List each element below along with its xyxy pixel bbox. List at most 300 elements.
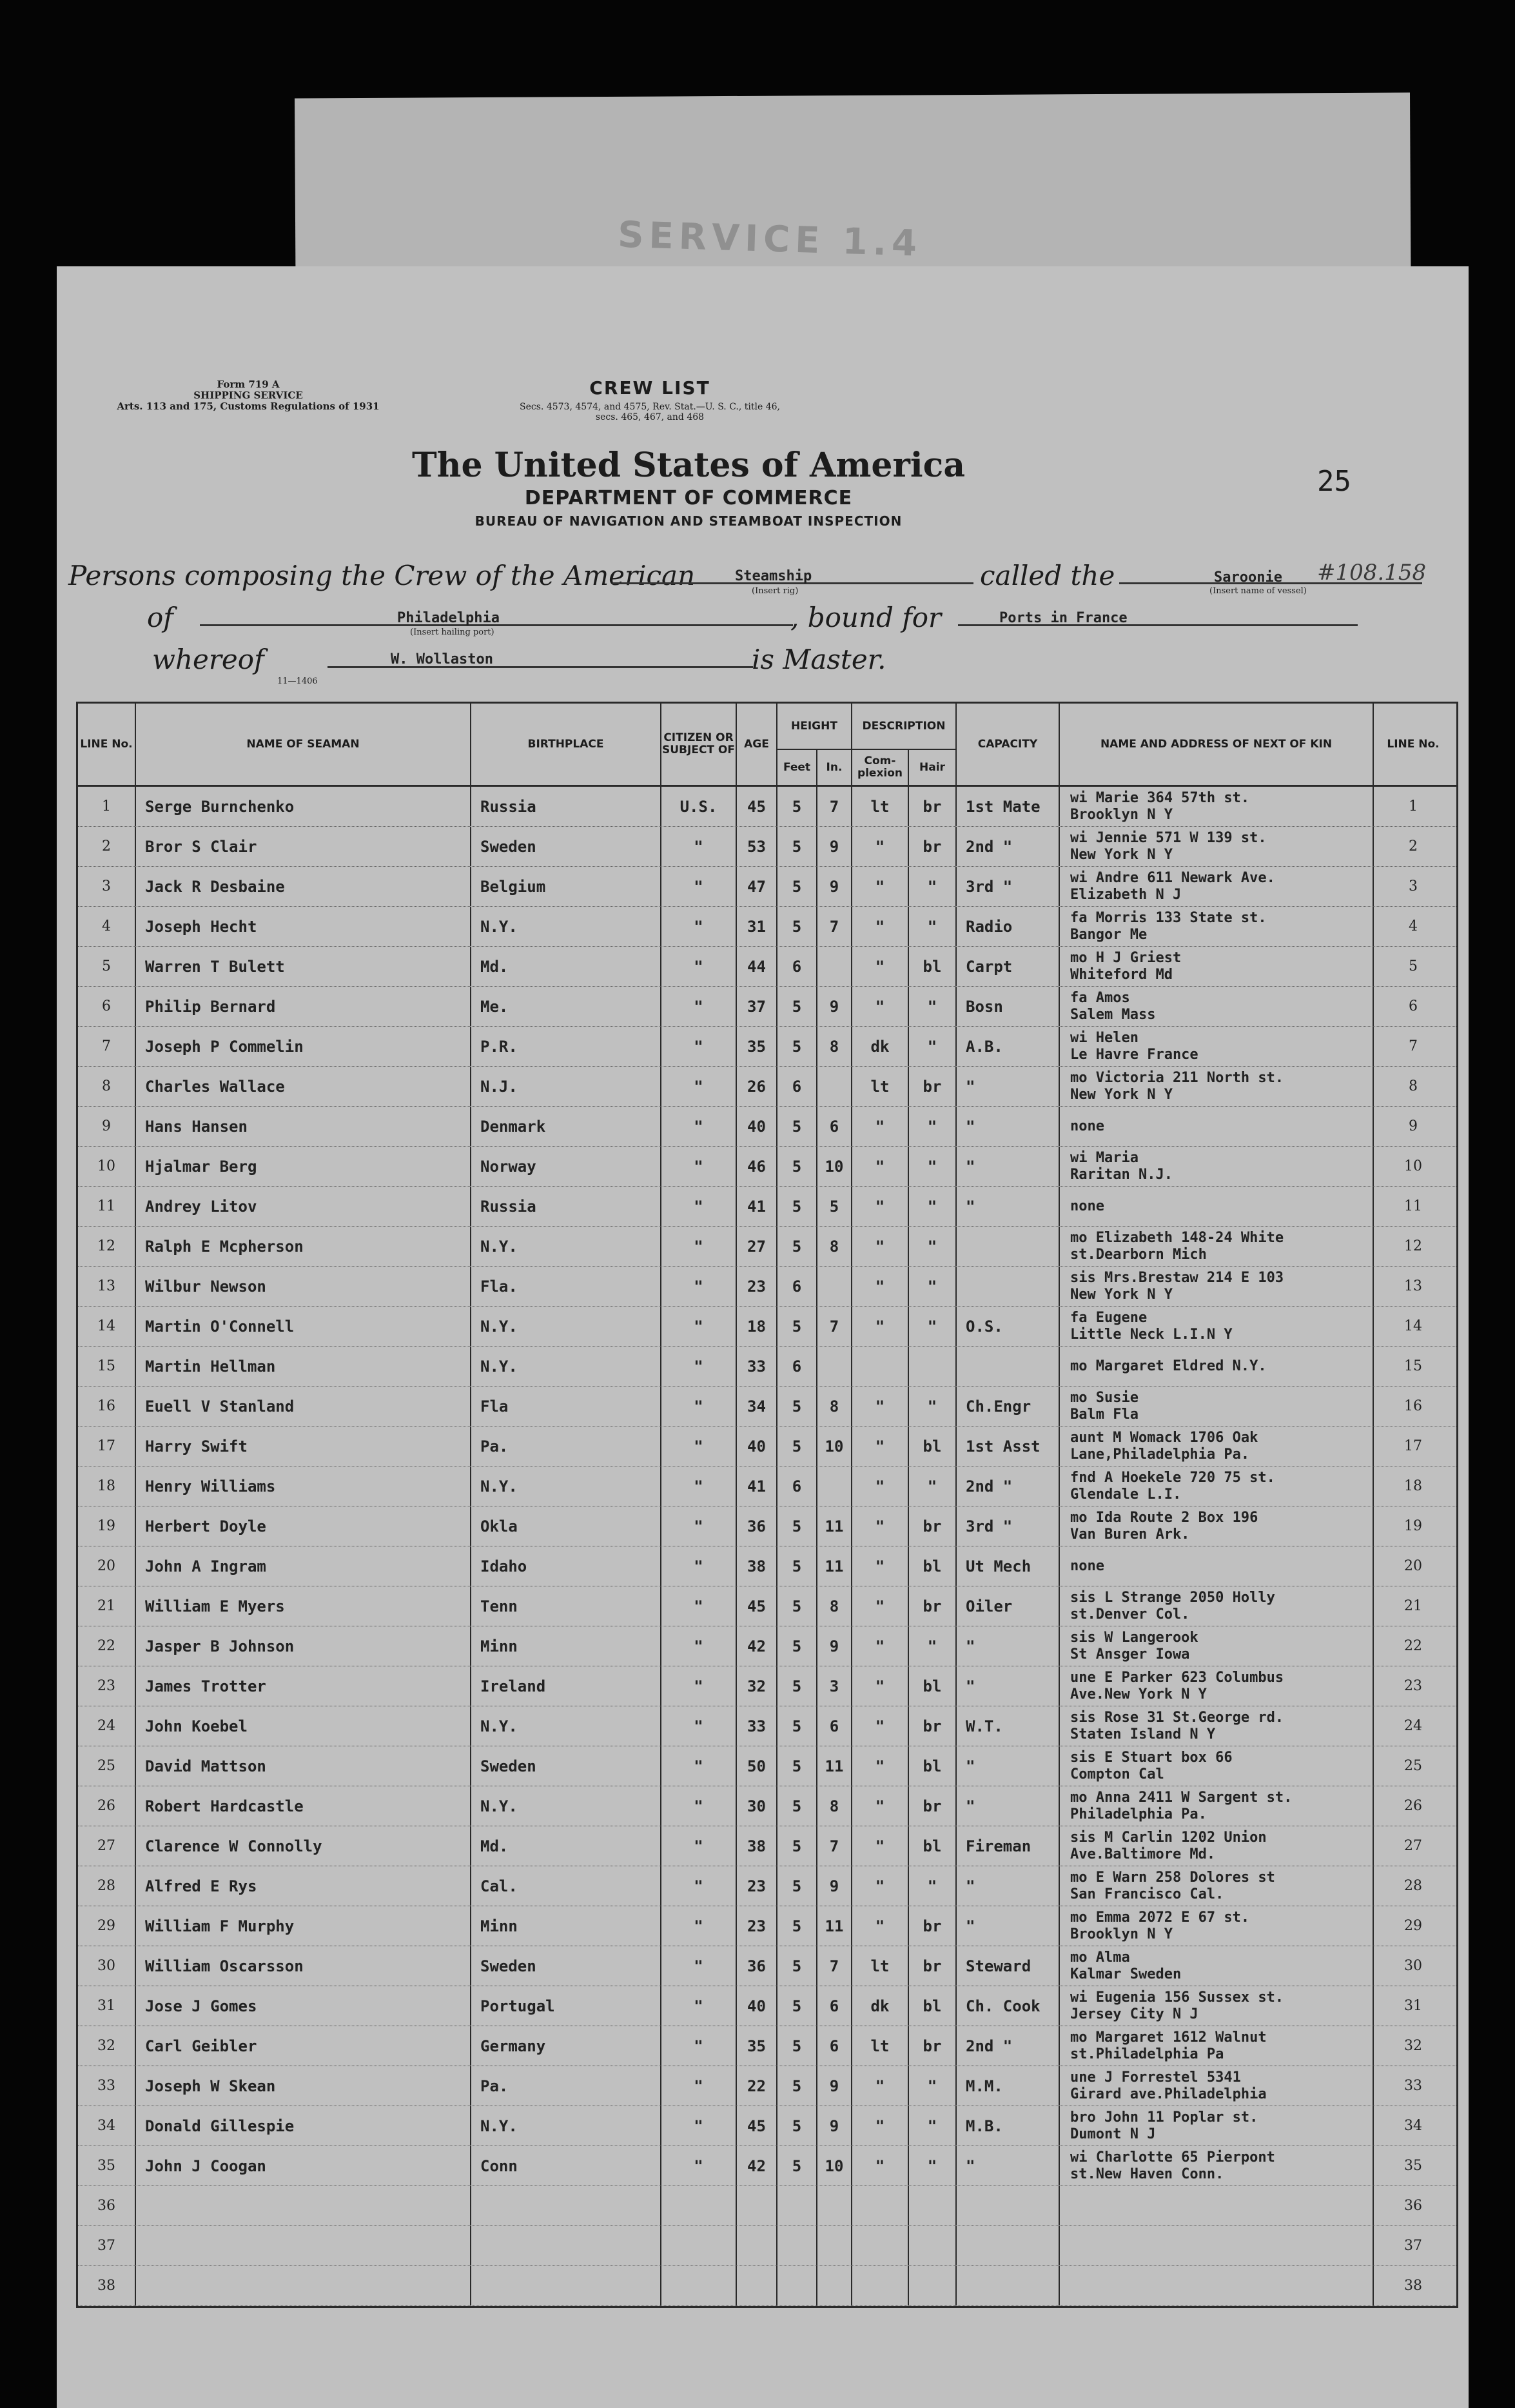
- line-number-right-cell: 18: [1373, 1466, 1452, 1506]
- crew-row: [78, 1227, 1456, 1267]
- height-feet-cell: 5: [776, 2026, 816, 2066]
- next-of-kin-line: mo Margaret Eldred N.Y.: [1070, 1357, 1267, 1374]
- height-inches-cell: [816, 947, 851, 986]
- complexion-cell: ": [851, 1906, 908, 1946]
- line-number-right-cell: 6: [1373, 987, 1452, 1026]
- capacity-cell: ": [955, 1147, 1059, 1186]
- hair-cell: bl: [908, 947, 955, 986]
- line-number-cell: 24: [97, 1718, 115, 1734]
- line-number-cell: 22: [97, 1638, 115, 1654]
- height-inches-cell: 8: [816, 1786, 851, 1826]
- birthplace-cell: P.R.: [470, 1027, 660, 1066]
- capacity-cell: [955, 1227, 1059, 1266]
- age-cell: 42: [736, 1626, 776, 1666]
- next-of-kin-line: Le Havre France: [1070, 1046, 1198, 1063]
- hair-cell: [908, 2186, 955, 2225]
- age-cell: 23: [736, 1866, 776, 1906]
- crew-list-form: [57, 266, 1469, 2408]
- seaman-name-cell: Warren T Bulett: [135, 947, 470, 986]
- complexion-cell: ": [851, 1706, 908, 1746]
- col-line-no-right: LINE No.: [1373, 704, 1452, 785]
- next-of-kin-cell: [1059, 1067, 1373, 1106]
- height-inches-cell: 7: [816, 787, 851, 826]
- next-of-kin-line: mo H J Griest: [1070, 949, 1182, 966]
- height-feet-cell: 5: [776, 1506, 816, 1546]
- capacity-cell: [955, 1267, 1059, 1306]
- seaman-name-cell: Serge Burnchenko: [135, 787, 470, 826]
- height-feet-cell: 5: [776, 1147, 816, 1186]
- height-inches-cell: 8: [816, 1586, 851, 1626]
- bound-label: , bound for: [790, 602, 942, 633]
- capacity-cell: Fireman: [955, 1826, 1059, 1866]
- line-number-cell: 15: [97, 1358, 115, 1374]
- bureau-heading: BUREAU OF NAVIGATION AND STEAMBOAT INSPECTION: [474, 513, 903, 529]
- crew-row: [78, 1946, 1456, 1986]
- next-of-kin-line: Bangor Me: [1070, 926, 1148, 943]
- next-of-kin-line: une J Forrestel 5341: [1070, 2069, 1241, 2086]
- height-feet-cell: 5: [776, 1986, 816, 2026]
- complexion-cell: ": [851, 1426, 908, 1466]
- citizen-cell: ": [660, 2146, 736, 2186]
- col-birthplace: BIRTHPLACE: [470, 704, 660, 785]
- crew-row: [78, 1746, 1456, 1786]
- height-feet-cell: 5: [776, 1187, 816, 1226]
- hair-cell: ": [908, 1187, 955, 1226]
- line-number-right-cell: 27: [1373, 1826, 1452, 1866]
- height-inches-cell: 9: [816, 987, 851, 1026]
- crew-row: [78, 1506, 1456, 1546]
- line-number-right-cell: 4: [1373, 907, 1452, 946]
- height-feet-cell: 5: [776, 1866, 816, 1906]
- hair-cell: br: [908, 1586, 955, 1626]
- crew-row: [78, 1107, 1456, 1147]
- line-number-right-cell: 15: [1373, 1347, 1452, 1386]
- crew-row: [78, 907, 1456, 947]
- next-of-kin-line: sis M Carlin 1202 Union: [1070, 1829, 1267, 1846]
- age-cell: 38: [736, 1546, 776, 1586]
- capacity-cell: Ch.Engr: [955, 1387, 1059, 1426]
- birthplace-cell: Russia: [470, 1187, 660, 1226]
- birthplace-cell: Sweden: [470, 827, 660, 866]
- crew-row: [78, 1626, 1456, 1666]
- complexion-cell: ": [851, 1506, 908, 1546]
- crew-row: [78, 2106, 1456, 2146]
- next-of-kin-cell: [1059, 1666, 1373, 1706]
- complexion-cell: ": [851, 1107, 908, 1146]
- next-of-kin-line: Van Buren Ark.: [1070, 1526, 1190, 1543]
- capacity-cell: Carpt: [955, 947, 1059, 986]
- seaman-name-cell: Robert Hardcastle: [135, 1786, 470, 1826]
- line-number-right-cell: 26: [1373, 1786, 1452, 1826]
- next-of-kin-line: Ave.Baltimore Md.: [1070, 1846, 1216, 1862]
- line-number-cell: 31: [97, 1998, 115, 2014]
- col-line-no: LINE No.: [80, 737, 133, 751]
- age-cell: 31: [736, 907, 776, 946]
- line-number-cell: 12: [97, 1238, 115, 1254]
- crew-table: [76, 702, 1458, 2308]
- birthplace-cell: Ireland: [470, 1666, 660, 1706]
- crew-row: [78, 1466, 1456, 1506]
- hair-cell: br: [908, 1906, 955, 1946]
- next-of-kin-cell: [1059, 1227, 1373, 1266]
- citizen-cell: [660, 2226, 736, 2265]
- birthplace-cell: Russia: [470, 787, 660, 826]
- col-name: NAME OF SEAMAN: [135, 704, 470, 785]
- next-of-kin-cell: [1059, 1626, 1373, 1666]
- line-number-cell: 9: [102, 1118, 111, 1134]
- next-of-kin-cell: [1059, 1107, 1373, 1146]
- citizen-cell: ": [660, 1187, 736, 1226]
- citizen-cell: ": [660, 1586, 736, 1626]
- next-of-kin-cell: [1059, 947, 1373, 986]
- line-number-cell: 28: [97, 1878, 115, 1894]
- height-inches-cell: 9: [816, 867, 851, 906]
- birthplace-cell: [470, 2186, 660, 2225]
- line-number-cell: 26: [97, 1798, 115, 1814]
- height-inches-cell: [816, 1067, 851, 1106]
- crew-row: [78, 1906, 1456, 1946]
- next-of-kin-line: Elizabeth N J: [1070, 886, 1182, 903]
- next-of-kin-line: San Francisco Cal.: [1070, 1886, 1224, 1902]
- height-inches-cell: 9: [816, 2066, 851, 2106]
- citizen-cell: ": [660, 827, 736, 866]
- complexion-cell: lt: [851, 787, 908, 826]
- age-cell: 34: [736, 1387, 776, 1426]
- called-label: called the: [980, 560, 1115, 591]
- line-number-right-cell: 31: [1373, 1986, 1452, 2026]
- next-of-kin-line: wi Marie 364 57th st.: [1070, 789, 1250, 806]
- hair-cell: ": [908, 867, 955, 906]
- hair-cell: br: [908, 2026, 955, 2066]
- line-number-cell: 27: [97, 1838, 115, 1854]
- print-code: 11—1406: [277, 676, 318, 686]
- height-feet-cell: [776, 2226, 816, 2265]
- crew-row: [78, 2266, 1456, 2306]
- height-inches-cell: 7: [816, 1946, 851, 1986]
- vessel-name: Saroonie: [1214, 569, 1282, 586]
- complexion-cell: ": [851, 2146, 908, 2186]
- age-cell: 45: [736, 787, 776, 826]
- citizen-cell: ": [660, 1506, 736, 1546]
- citizen-cell: ": [660, 1347, 736, 1386]
- crew-table-header: [78, 704, 1456, 787]
- height-inches-cell: 7: [816, 907, 851, 946]
- complexion-cell: lt: [851, 2026, 908, 2066]
- statute-line-2: secs. 465, 467, and 468: [595, 412, 705, 422]
- destination: Ports in France: [999, 610, 1128, 626]
- hair-cell: ": [908, 1866, 955, 1906]
- height-feet-cell: 5: [776, 1307, 816, 1346]
- age-cell: 45: [736, 2106, 776, 2146]
- next-of-kin-line: st.Dearborn Mich: [1070, 1246, 1207, 1263]
- country-heading: The United States of America: [411, 446, 966, 485]
- hair-cell: ": [908, 1626, 955, 1666]
- crew-row: [78, 2186, 1456, 2226]
- rig-value: Steamship: [735, 568, 812, 584]
- seaman-name-cell: Hjalmar Berg: [135, 1147, 470, 1186]
- vessel-number: #108.158: [1317, 560, 1427, 586]
- hair-cell: ": [908, 1307, 955, 1346]
- birthplace-cell: Fla: [470, 1387, 660, 1426]
- next-of-kin-line: mo Susie: [1070, 1389, 1139, 1406]
- height-inches-cell: 8: [816, 1227, 851, 1266]
- birthplace-cell: Sweden: [470, 1946, 660, 1986]
- capacity-cell: ": [955, 1746, 1059, 1786]
- next-of-kin-line: wi Helen: [1070, 1029, 1139, 1046]
- line-number-right-cell: 21: [1373, 1586, 1452, 1626]
- next-of-kin-line: mo Margaret 1612 Walnut: [1070, 2029, 1267, 2046]
- height-inches-cell: 6: [816, 1986, 851, 2026]
- capacity-cell: [955, 2266, 1059, 2305]
- next-of-kin-cell: [1059, 1866, 1373, 1906]
- next-of-kin-line: bro John 11 Poplar st.: [1070, 2109, 1258, 2126]
- next-of-kin-line: une E Parker 623 Columbus: [1070, 1669, 1284, 1686]
- of-label: of: [147, 602, 173, 633]
- line-number-cell: 25: [97, 1758, 115, 1774]
- citizen-cell: ": [660, 867, 736, 906]
- next-of-kin-line: Staten Island N Y: [1070, 1726, 1216, 1742]
- birthplace-cell: Denmark: [470, 1107, 660, 1146]
- seaman-name-cell: Carl Geibler: [135, 2026, 470, 2066]
- hair-cell: ": [908, 1227, 955, 1266]
- height-inches-cell: [816, 2186, 851, 2225]
- next-of-kin-line: sis E Stuart box 66: [1070, 1749, 1233, 1766]
- complexion-cell: ": [851, 1746, 908, 1786]
- age-cell: 41: [736, 1466, 776, 1506]
- birthplace-cell: Pa.: [470, 2066, 660, 2106]
- seaman-name-cell: Donald Gillespie: [135, 2106, 470, 2146]
- line-number-right-cell: 20: [1373, 1546, 1452, 1586]
- age-cell: 22: [736, 2066, 776, 2106]
- seaman-name-cell: Euell V Stanland: [135, 1387, 470, 1426]
- line-number-cell: 34: [97, 2118, 115, 2134]
- next-of-kin-line: Balm Fla: [1070, 1406, 1139, 1423]
- col-capacity: CAPACITY: [955, 704, 1059, 785]
- birthplace-cell: [470, 2266, 660, 2305]
- height-feet-cell: 5: [776, 1946, 816, 1986]
- seaman-name-cell: Charles Wallace: [135, 1067, 470, 1106]
- complexion-cell: [851, 1347, 908, 1386]
- citizen-cell: [660, 2266, 736, 2305]
- crew-row: [78, 2146, 1456, 2186]
- next-of-kin-line: Girard ave.Philadelphia: [1070, 2086, 1267, 2102]
- crew-row: [78, 2226, 1456, 2266]
- citizen-cell: ": [660, 1147, 736, 1186]
- height-inches-cell: 10: [816, 1426, 851, 1466]
- age-cell: [736, 2186, 776, 2225]
- height-inches-cell: 11: [816, 1506, 851, 1546]
- line-number-right-cell: 33: [1373, 2066, 1452, 2106]
- col-age: AGE: [736, 704, 776, 785]
- department-heading: DEPARTMENT OF COMMERCE: [524, 487, 853, 509]
- height-feet-cell: 5: [776, 1666, 816, 1706]
- age-cell: [736, 2266, 776, 2305]
- line-number-right-cell: 8: [1373, 1067, 1452, 1106]
- birthplace-cell: Portugal: [470, 1986, 660, 2026]
- height-feet-cell: 5: [776, 1387, 816, 1426]
- seaman-name-cell: Ralph E Mcpherson: [135, 1227, 470, 1266]
- crew-list-title: CREW LIST: [589, 377, 710, 399]
- capacity-cell: Bosn: [955, 987, 1059, 1026]
- capacity-cell: 2nd ": [955, 2026, 1059, 2066]
- capacity-cell: M.B.: [955, 2106, 1059, 2146]
- next-of-kin-line: wi Charlotte 65 Pierpont: [1070, 2149, 1275, 2166]
- age-cell: 45: [736, 1586, 776, 1626]
- next-of-kin-cell: [1059, 2066, 1373, 2106]
- complexion-cell: ": [851, 1546, 908, 1586]
- citizen-cell: ": [660, 1906, 736, 1946]
- line-number-cell: 7: [102, 1038, 111, 1054]
- hair-cell: ": [908, 1466, 955, 1506]
- height-feet-cell: 5: [776, 2106, 816, 2146]
- crew-row: [78, 1027, 1456, 1067]
- capacity-cell: 1st Asst: [955, 1426, 1059, 1466]
- capacity-cell: ": [955, 1866, 1059, 1906]
- hair-cell: ": [908, 2106, 955, 2146]
- form-identifier: [97, 379, 400, 412]
- birthplace-cell: Germany: [470, 2026, 660, 2066]
- age-cell: 46: [736, 1147, 776, 1186]
- seaman-name-cell: Joseph Hecht: [135, 907, 470, 946]
- hair-cell: bl: [908, 1826, 955, 1866]
- line-number-right-cell: 24: [1373, 1706, 1452, 1746]
- birthplace-cell: N.Y.: [470, 907, 660, 946]
- capacity-cell: 2nd ": [955, 1466, 1059, 1506]
- col-height-group: HEIGHT: [776, 704, 851, 749]
- seaman-name-cell: Wilbur Newson: [135, 1267, 470, 1306]
- height-feet-cell: 5: [776, 1906, 816, 1946]
- height-inches-cell: [816, 2226, 851, 2265]
- master-label: is Master.: [752, 644, 886, 675]
- line-number-cell: 23: [97, 1678, 115, 1694]
- form-service: SHIPPING SERVICE: [193, 390, 303, 401]
- line-number-right-cell: 35: [1373, 2146, 1452, 2186]
- height-feet-cell: 5: [776, 907, 816, 946]
- complexion-cell: ": [851, 2106, 908, 2146]
- capacity-cell: Radio: [955, 907, 1059, 946]
- line-number-right-cell: 16: [1373, 1387, 1452, 1426]
- capacity-cell: [955, 1347, 1059, 1386]
- height-inches-cell: [816, 1267, 851, 1306]
- hair-cell: ": [908, 1147, 955, 1186]
- next-of-kin-cell: [1059, 1826, 1373, 1866]
- col-complexion: Com-plexion: [851, 749, 908, 785]
- line-number-right-cell: 2: [1373, 827, 1452, 866]
- birthplace-cell: Md.: [470, 1826, 660, 1866]
- next-of-kin-cell: [1059, 1426, 1373, 1466]
- line-number-right-cell: 14: [1373, 1307, 1452, 1346]
- height-feet-cell: 5: [776, 1626, 816, 1666]
- line-number-right-cell: 23: [1373, 1666, 1452, 1706]
- age-cell: 26: [736, 1067, 776, 1106]
- capacity-cell: 3rd ": [955, 867, 1059, 906]
- height-inches-cell: 6: [816, 1107, 851, 1146]
- seaman-name-cell: John A Ingram: [135, 1546, 470, 1586]
- age-cell: 38: [736, 1826, 776, 1866]
- height-feet-cell: 5: [776, 1027, 816, 1066]
- citizen-cell: ": [660, 1466, 736, 1506]
- hair-cell: ": [908, 907, 955, 946]
- line-number-right-cell: 5: [1373, 947, 1452, 986]
- next-of-kin-cell: [1059, 907, 1373, 946]
- complexion-cell: [851, 2266, 908, 2305]
- hailing-port: Philadelphia: [397, 610, 500, 626]
- birthplace-cell: Md.: [470, 947, 660, 986]
- birthplace-cell: Belgium: [470, 867, 660, 906]
- next-of-kin-cell: [1059, 867, 1373, 906]
- age-cell: 40: [736, 1426, 776, 1466]
- birthplace-cell: Idaho: [470, 1546, 660, 1586]
- next-of-kin-cell: [1059, 2106, 1373, 2146]
- next-of-kin-cell: [1059, 2266, 1373, 2305]
- next-of-kin-line: Lane,Philadelphia Pa.: [1070, 1446, 1250, 1463]
- crew-row: [78, 1067, 1456, 1107]
- crew-row: [78, 1666, 1456, 1706]
- citizen-cell: ": [660, 1546, 736, 1586]
- line-number-right-cell: 37: [1373, 2226, 1452, 2265]
- hair-cell: br: [908, 1067, 955, 1106]
- crew-list-statutes: [418, 402, 882, 422]
- age-cell: 33: [736, 1347, 776, 1386]
- citizen-cell: ": [660, 1027, 736, 1066]
- crew-row: [78, 1826, 1456, 1866]
- age-cell: 40: [736, 1107, 776, 1146]
- capacity-cell: [955, 2226, 1059, 2265]
- seaman-name-cell: Martin O'Connell: [135, 1307, 470, 1346]
- age-cell: 36: [736, 1946, 776, 1986]
- next-of-kin-cell: [1059, 1267, 1373, 1306]
- height-feet-cell: 6: [776, 1267, 816, 1306]
- birthplace-cell: Pa.: [470, 1426, 660, 1466]
- next-of-kin-line: St Ansger Iowa: [1070, 1646, 1190, 1663]
- line-number-right-cell: 12: [1373, 1227, 1452, 1266]
- next-of-kin-line: Jersey City N J: [1070, 2006, 1198, 2022]
- next-of-kin-cell: [1059, 1786, 1373, 1826]
- hair-cell: bl: [908, 1546, 955, 1586]
- crew-row: [78, 2066, 1456, 2106]
- next-of-kin-line: Raritan N.J.: [1070, 1166, 1173, 1183]
- age-cell: 41: [736, 1187, 776, 1226]
- next-of-kin-line: st.Philadelphia Pa: [1070, 2046, 1224, 2062]
- next-of-kin-line: Whiteford Md: [1070, 966, 1173, 983]
- complexion-cell: ": [851, 1307, 908, 1346]
- next-of-kin-line: Little Neck L.I.N Y: [1070, 1326, 1233, 1343]
- next-of-kin-line: Brooklyn N Y: [1070, 806, 1173, 823]
- height-feet-cell: 5: [776, 987, 816, 1026]
- line-number-right-cell: 32: [1373, 2026, 1452, 2066]
- height-inches-cell: 11: [816, 1546, 851, 1586]
- next-of-kin-line: mo Anna 2411 W Sargent st.: [1070, 1789, 1293, 1806]
- next-of-kin-cell: [1059, 1506, 1373, 1546]
- line-number-cell: 6: [102, 998, 111, 1014]
- seaman-name-cell: Harry Swift: [135, 1426, 470, 1466]
- hair-cell: br: [908, 1706, 955, 1746]
- line-number-cell: 14: [97, 1318, 115, 1334]
- hair-cell: br: [908, 1786, 955, 1826]
- height-feet-cell: 6: [776, 1466, 816, 1506]
- height-inches-cell: [816, 1466, 851, 1506]
- line-number-right-cell: 1: [1373, 787, 1452, 826]
- capacity-cell: ": [955, 1786, 1059, 1826]
- age-cell: 32: [736, 1666, 776, 1706]
- capacity-cell: M.M.: [955, 2066, 1059, 2106]
- height-feet-cell: 6: [776, 1067, 816, 1106]
- next-of-kin-cell: [1059, 1946, 1373, 1986]
- next-of-kin-line: Brooklyn N Y: [1070, 1926, 1173, 1942]
- line-number-cell: 30: [97, 1958, 115, 1974]
- col-citizen: CITIZEN OR SUBJECT OF: [660, 704, 736, 785]
- seaman-name-cell: Joseph P Commelin: [135, 1027, 470, 1066]
